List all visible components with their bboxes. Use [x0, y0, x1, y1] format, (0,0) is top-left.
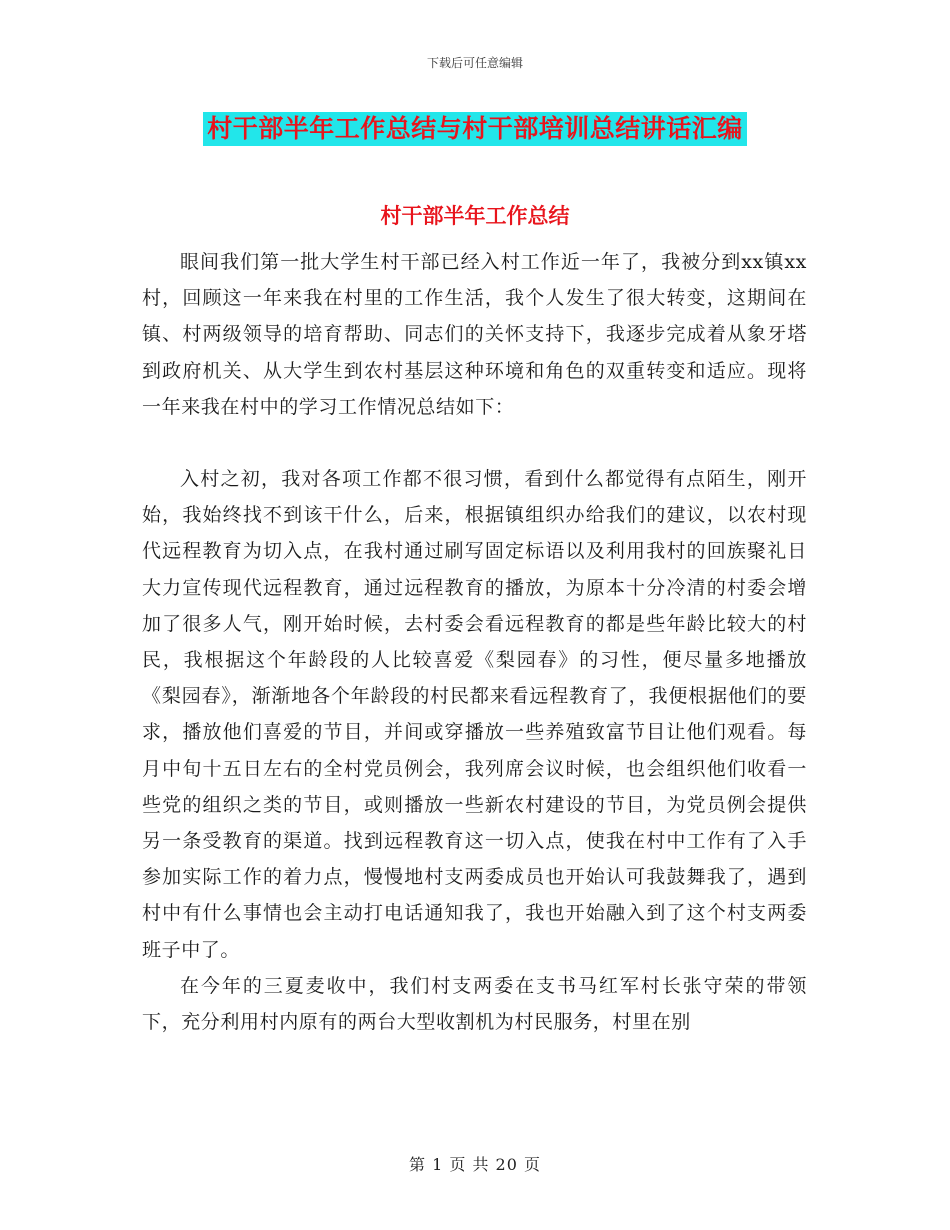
document-title-container — [0, 112, 950, 146]
paragraph: 在今年的三夏麦收中，我们村支两委在支书马红军村长张守荣的带领下，充分利用村内原有的两台大型收割机为村民服务，村里在别 — [142, 974, 807, 1034]
document-body — [142, 244, 807, 1040]
header-note: 下载后可任意编辑 — [426, 56, 523, 70]
paragraph: 眼间我们第一批大学生村干部已经入村工作近一年了，我被分到xx镇xx村，回顾这一年来我在村里的工作生活，我个人发生了很大转变，这期间在镇、村两级领导的培育帮助、同志们的关怀支持下，我逐步完成着从象牙塔到政府机关、从大学生到农村基层这种环境和角色的双重转变和适应。现将一年来我在村中的学习工作情况总结如下： — [142, 251, 807, 418]
document-title: 村干部半年工作总结与村干部培训总结讲话汇编 — [203, 112, 747, 146]
page-footer: 第 1 页 共 20 页 — [409, 1155, 541, 1174]
paragraph: 入村之初，我对各项工作都不很习惯，看到什么都觉得有点陌生，刚开始，我始终找不到该干什么，后来，根据镇组织办给我们的建议，以农村现代远程教育为切入点，在我村通过刷写固定标语以及利用我村的回族聚礼日大力宣传现代远程教育，通过远程教育的播放，为原本十分冷清的村委会增加了很多人气，刚开始时候，去村委会看远程教育的都是些年龄比较大的村民，我根据这个年龄段的人比较喜爱《梨园春》的习性，便尽量多地播放《梨园春》，渐渐地各个年龄段的村民都来看远程教育了，我便根据他们的要求，播放他们喜爱的节目，并间或穿播放一些养殖致富节目让他们观看。每月中旬十五日左右的全村党员例会，我列席会议时候，也会组织他们收看一些党的组织之类的节目，或则播放一些新农村建设的节目，为党员例会提供另一条受教育的渠道。找到远程教育这一切入点，使我在村中工作有了入手参加实际工作的着力点，慢慢地村支两委成员也开始认可我鼓舞我了，遇到村中有什么事情也会主动打电话通知我了，我也开始融入到了这个村支两委班子中了。 — [142, 468, 807, 961]
section-title: 村干部半年工作总结 — [380, 203, 570, 228]
